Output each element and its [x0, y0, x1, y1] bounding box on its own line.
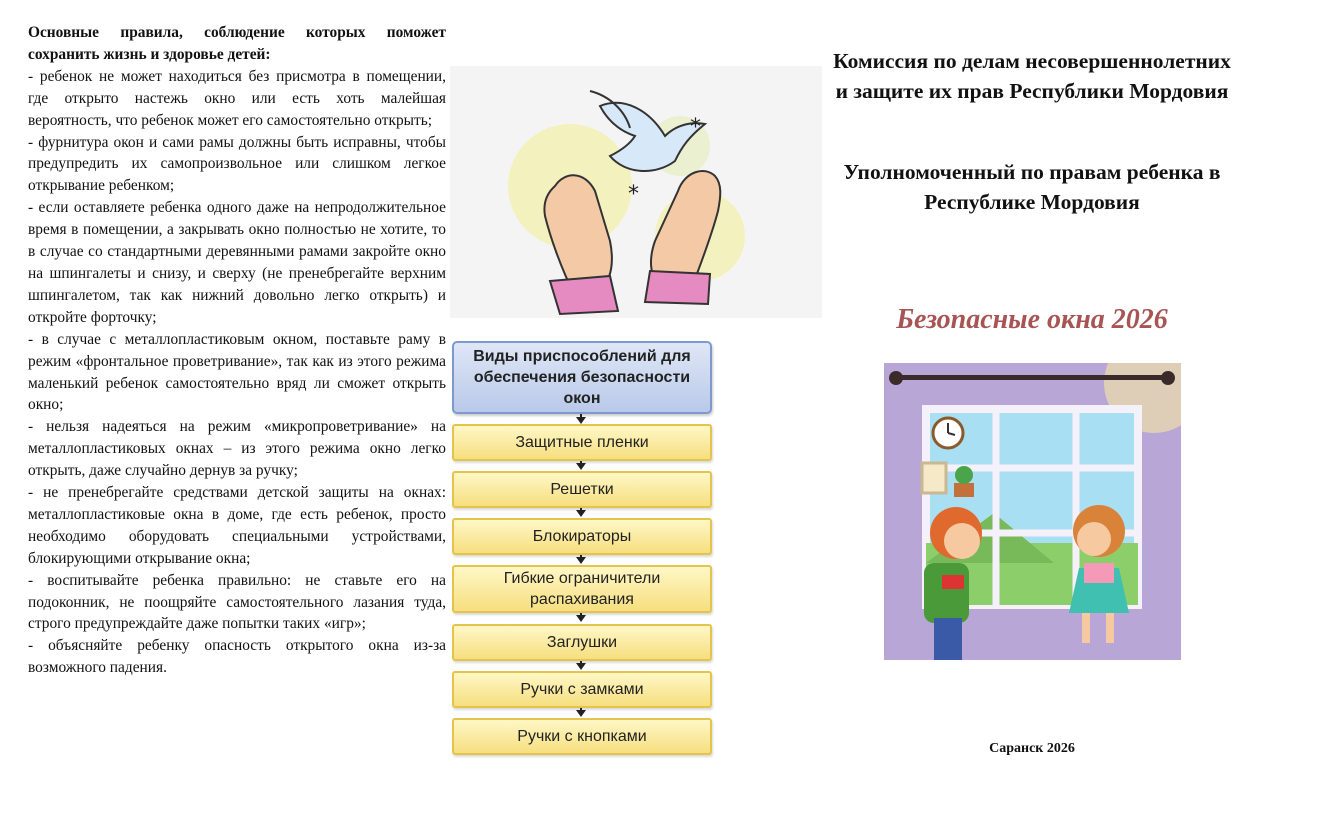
- rule-item: - если оставляете ребенка одного даже на непродолжительное время в помещении, а закрывать окно полностью не хотите, то в случае со стандартными деревянными рамами закройте окно на шпингалеты и снизу, и сверху (не пренебрегайте верхним шпингалетом, так как нижний довольно легко открыть) и откройте форточку;: [28, 199, 446, 326]
- rule-item: - ребенок не может находиться без присмотра в помещении, где открыто настежь окно или есть хоть малейшая вероятность, что ребенок может его самостоятельно открыть;: [28, 67, 446, 129]
- children-window-illustration: [884, 363, 1181, 660]
- arrow-down-icon: [576, 710, 586, 717]
- flow-item-protective-films: Защитные пленки: [452, 424, 712, 461]
- flowchart-header: Виды приспособлений для обеспечения безопасности окон: [452, 341, 712, 414]
- ombudsman-name: Уполномоченный по правам ребенка в Республике Мордовия: [843, 160, 1221, 214]
- rules-text-block: [28, 22, 446, 679]
- svg-text:*: *: [690, 115, 701, 140]
- flow-item-grilles: Решетки: [452, 471, 712, 508]
- svg-text:*: *: [628, 182, 639, 207]
- hands-dove-icon: [450, 66, 822, 318]
- arrow-down-icon: [576, 463, 586, 470]
- brochure-title: Безопасные окна 2026: [896, 304, 1168, 335]
- arrow-down-icon: [576, 663, 586, 670]
- rule-item: - воспитывайте ребенка правильно: не ставьте его на подоконник, не поощряйте самостоятельного лазания туда, строго предупреждайте даже попытки таких «игр»;: [28, 571, 446, 633]
- safety-devices-flowchart: [452, 341, 712, 761]
- rule-item: - объясняйте ребенку опасность открытого окна из-за возможного падения.: [28, 637, 446, 677]
- rule-item: - не пренебрегайте средствами детской защиты на окнах: металлопластиковые окна в доме, где есть ребенок, просто необходимо оборудовать специальными устройствами, блокирующими открывание окна;: [28, 484, 446, 567]
- flow-item-lock-handles: Ручки с замками: [452, 671, 712, 708]
- flow-item-plugs: Заглушки: [452, 624, 712, 661]
- flow-item-flexible-limiters: Гибкие ограничители распахивания: [452, 565, 712, 613]
- flow-item-blockers: Блокираторы: [452, 518, 712, 555]
- rule-item: - фурнитура окон и сами рамы должны быть исправны, чтобы предупредить их самопроизвольное или слишком легкое открывание ребенком;: [28, 133, 446, 195]
- hands-dove-clipart: [450, 66, 822, 318]
- rule-item: - нельзя надеяться на режим «микропроветривание» на металлопластиковых окнах – из этого режима окно легко открыть, даже случайно дернув за ручку;: [28, 418, 446, 480]
- rules-heading: Основные правила, соблюдение которых поможет сохранить жизнь и здоровье детей:: [28, 24, 446, 63]
- city-year: Саранск 2026: [989, 741, 1075, 756]
- children-at-window-icon: [884, 363, 1181, 660]
- arrow-down-icon: [576, 417, 586, 424]
- arrow-down-icon: [576, 510, 586, 517]
- rule-item: - в случае с металлопластиковым окном, поставьте раму в режим «фронтальное проветривание», так как из этого режима маленький ребенок самостоятельно вряд ли сможет открыть окно;: [28, 330, 446, 414]
- arrow-down-icon: [576, 557, 586, 564]
- commission-name: Комиссия по делам несовершеннолетних и защите их прав Республики Мордовия: [833, 49, 1231, 103]
- flow-item-button-handles: Ручки с кнопками: [452, 718, 712, 755]
- arrow-down-icon: [576, 615, 586, 622]
